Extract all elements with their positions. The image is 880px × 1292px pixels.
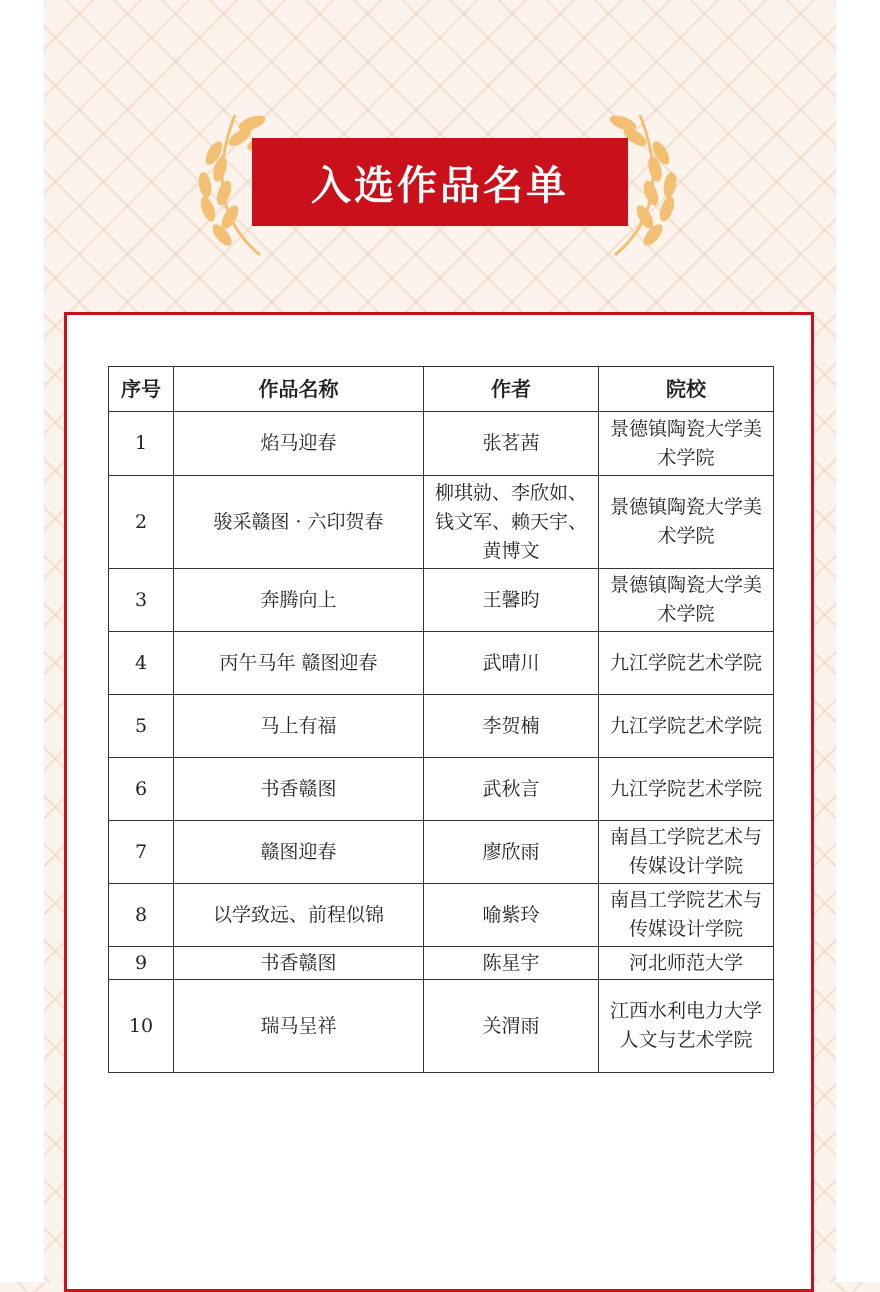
cell-work: 书香赣图 bbox=[174, 947, 424, 980]
cell-author: 陈星宇 bbox=[424, 947, 599, 980]
cell-work: 马上有福 bbox=[174, 695, 424, 758]
cell-school: 景德镇陶瓷大学美术学院 bbox=[599, 569, 774, 632]
table-row bbox=[109, 947, 774, 980]
cell-school: 景德镇陶瓷大学美术学院 bbox=[599, 476, 774, 569]
cell-index: 10 bbox=[109, 980, 174, 1073]
cell-school: 九江学院艺术学院 bbox=[599, 695, 774, 758]
header-work: 作品名称 bbox=[174, 367, 424, 412]
table-row bbox=[109, 821, 774, 884]
cell-author: 张茗茜 bbox=[424, 412, 599, 476]
cell-index: 9 bbox=[109, 947, 174, 980]
cell-author: 喻紫玲 bbox=[424, 884, 599, 947]
cell-index: 5 bbox=[109, 695, 174, 758]
cell-index: 1 bbox=[109, 412, 174, 476]
cell-work: 骏采赣图 · 六印贺春 bbox=[174, 476, 424, 569]
cell-school: 江西水利电力大学人文与艺术学院 bbox=[599, 980, 774, 1073]
cell-work: 焰马迎春 bbox=[174, 412, 424, 476]
cell-index: 8 bbox=[109, 884, 174, 947]
cell-school: 南昌工学院艺术与传媒设计学院 bbox=[599, 884, 774, 947]
header-index: 序号 bbox=[109, 367, 174, 412]
cell-school: 九江学院艺术学院 bbox=[599, 632, 774, 695]
cell-work: 丙午马年 赣图迎春 bbox=[174, 632, 424, 695]
cell-author: 李贺楠 bbox=[424, 695, 599, 758]
table-header-row bbox=[109, 367, 774, 412]
cell-author: 柳琪勍、李欣如、钱文军、赖天宇、黄博文 bbox=[424, 476, 599, 569]
cell-work: 以学致远、前程似锦 bbox=[174, 884, 424, 947]
right-margin bbox=[836, 0, 880, 1282]
header-school: 院校 bbox=[599, 367, 774, 412]
cell-work: 书香赣图 bbox=[174, 758, 424, 821]
cell-work: 奔腾向上 bbox=[174, 569, 424, 632]
page-title-banner bbox=[252, 138, 628, 226]
cell-index: 7 bbox=[109, 821, 174, 884]
cell-author: 廖欣雨 bbox=[424, 821, 599, 884]
cell-index: 6 bbox=[109, 758, 174, 821]
selected-works-table bbox=[108, 366, 774, 1073]
table-row bbox=[109, 758, 774, 821]
table-row bbox=[109, 980, 774, 1073]
left-margin bbox=[0, 0, 44, 1282]
cell-index: 4 bbox=[109, 632, 174, 695]
table-row bbox=[109, 569, 774, 632]
cell-school: 景德镇陶瓷大学美术学院 bbox=[599, 412, 774, 476]
cell-work: 瑞马呈祥 bbox=[174, 980, 424, 1073]
cell-index: 2 bbox=[109, 476, 174, 569]
table-row bbox=[109, 476, 774, 569]
table-row bbox=[109, 632, 774, 695]
cell-index: 3 bbox=[109, 569, 174, 632]
table-row bbox=[109, 412, 774, 476]
cell-school: 河北师范大学 bbox=[599, 947, 774, 980]
cell-work: 赣图迎春 bbox=[174, 821, 424, 884]
page-title: 入选作品名单 bbox=[311, 162, 569, 209]
cell-school: 南昌工学院艺术与传媒设计学院 bbox=[599, 821, 774, 884]
header-author: 作者 bbox=[424, 367, 599, 412]
cell-school: 九江学院艺术学院 bbox=[599, 758, 774, 821]
cell-author: 武晴川 bbox=[424, 632, 599, 695]
cell-author: 关渭雨 bbox=[424, 980, 599, 1073]
table-row bbox=[109, 884, 774, 947]
cell-author: 武秋言 bbox=[424, 758, 599, 821]
cell-author: 王馨昀 bbox=[424, 569, 599, 632]
table-row bbox=[109, 695, 774, 758]
